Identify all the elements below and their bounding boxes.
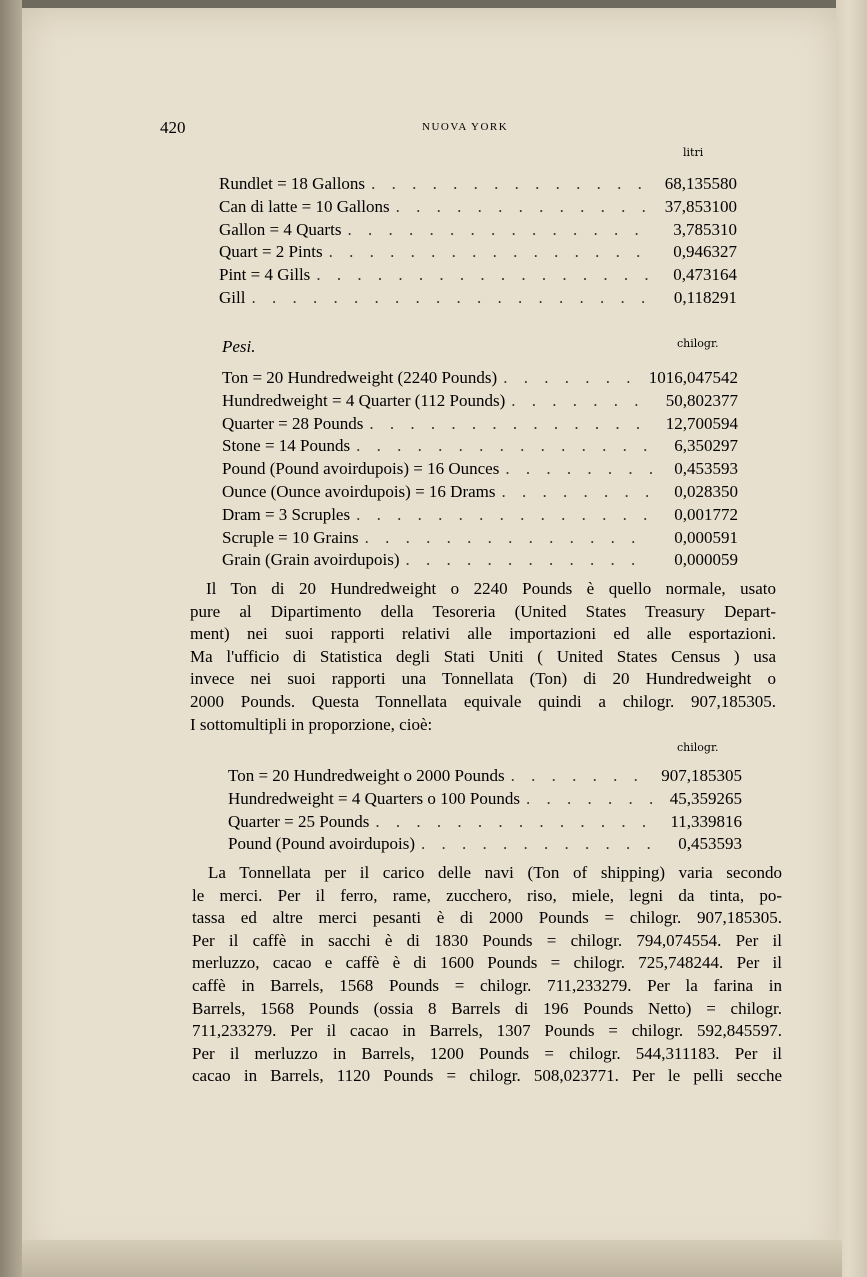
table-row: Grain (Grain avoirdupois) . . . 0,000059 <box>222 549 738 572</box>
table-row: Hundredweight = 4 Quarters o 100 Pounds . . . 45,359265 <box>228 788 742 811</box>
table-row: Pound (Pound avoirdupois) . . . 0,453593 <box>228 833 742 856</box>
paragraph-line: La Tonnellata per il carico delle navi (Ton of shipping) varia secondo <box>208 863 782 882</box>
table-row: Gallon = 4 Quarts . . . 3,785310 <box>219 219 737 242</box>
page-edge-right <box>836 0 867 1277</box>
paragraph-line: ment) nei suoi rapporti relativi alle importazioni ed alle esportazioni. <box>190 624 776 644</box>
paragraph-line: tassa ed altre merci pesanti è di 2000 Pounds = chilogr. 907,185305. <box>192 908 782 928</box>
paragraph-line: pure al Dipartimento della Tesoreria (United States Treasury Depart- <box>190 601 776 621</box>
table-row: Dram = 3 Scruples . . . 0,001772 <box>222 504 738 527</box>
paragraph-ton-of-shipping <box>192 862 782 1088</box>
table-row: Quarter = 25 Pounds . . . 11,339816 <box>228 811 742 834</box>
paragraph-ton-definition <box>190 578 776 736</box>
paragraph-line: 2000 Pounds. Questa Tonnellata equivale quindi a chilogr. 907,185305. <box>190 691 776 711</box>
paragraph-line: merluzzo, cacao e caffè è di 1600 Pounds = chilogr. 725,748244. Per il <box>192 953 782 973</box>
paragraph-line: Per il caffè in sacchi è di 1830 Pounds = chilogr. 794,074554. Per il <box>192 930 782 950</box>
table-row: Gill . . . 0,118291 <box>219 287 737 310</box>
table-row: Pound (Pound avoirdupois) = 16 Ounces . . . 0,453593 <box>222 458 738 481</box>
paragraph-line: invece nei suoi rapporti una Tonnellata (Ton) di 20 Hundredweight o <box>190 669 776 689</box>
paragraph-line: Barrels, 1568 Pounds (ossia 8 Barrels di 196 Pounds Netto) = chilogr. <box>192 998 782 1018</box>
table-row: Rundlet = 18 Gallons . . . 68,135580 <box>219 173 737 196</box>
paragraph-line: 711,233279. Per il cacao in Barrels, 1307 Pounds = chilogr. 592,845597. <box>192 1021 782 1041</box>
liquid-measures-table <box>219 173 737 310</box>
liquid-unit-label: litri <box>683 146 704 159</box>
paragraph-line: cacao in Barrels, 1120 Pounds = chilogr. 508,023771. Per le pelli secche <box>192 1066 782 1086</box>
page-header <box>160 118 740 140</box>
paragraph-line: le merci. Per il ferro, rame, zucchero, riso, miele, legni da tinta, po- <box>192 885 782 905</box>
table-row: Quart = 2 Pints . . . 0,946327 <box>219 241 737 264</box>
table-row: Stone = 14 Pounds . . . 6,350297 <box>222 435 738 458</box>
paragraph-line: I sottomultipli in proporzione, cioè: <box>190 714 433 734</box>
book-spine-shadow <box>0 0 22 1277</box>
short-ton-table <box>228 765 742 856</box>
table-row: Ton = 20 Hundredweight o 2000 Pounds . . . 907,185305 <box>228 765 742 788</box>
paragraph-line: Il Ton di 20 Hundredweight o 2240 Pounds è quello normale, usato <box>206 579 776 598</box>
table-row: Pint = 4 Gills . . . 0,473164 <box>219 264 737 287</box>
table-row: Ounce (Ounce avoirdupois) = 16 Drams . . . 0,028350 <box>222 481 738 504</box>
table-row: Quarter = 28 Pounds . . . 12,700594 <box>222 413 738 436</box>
table-row: Can di latte = 10 Gallons . . . 37,853100 <box>219 196 737 219</box>
table-row: Scruple = 10 Grains . . . 0,000591 <box>222 527 738 550</box>
section-title-pesi: Pesi. <box>222 337 256 356</box>
page-edge-bottom <box>22 1240 842 1277</box>
short-ton-unit-label: chilogr. <box>677 741 719 754</box>
running-title: NUOVA YORK <box>422 121 509 133</box>
table-row: Ton = 20 Hundredweight (2240 Pounds) . . . 1016,047542 <box>222 367 738 390</box>
paragraph-line: Per il merluzzo in Barrels, 1200 Pounds = chilogr. 544,311183. Per il <box>192 1043 782 1063</box>
weights-table <box>222 367 738 572</box>
paragraph-line: caffè in Barrels, 1568 Pounds = chilogr. 711,233279. Per la farina in <box>192 975 782 995</box>
page-number: 420 <box>160 118 186 137</box>
weights-unit-label: chilogr. <box>677 337 719 350</box>
table-row: Hundredweight = 4 Quarter (112 Pounds) . . . 50,802377 <box>222 390 738 413</box>
paragraph-line: Ma l'ufficio di Statistica degli Stati Uniti ( United States Census ) usa <box>190 646 776 666</box>
